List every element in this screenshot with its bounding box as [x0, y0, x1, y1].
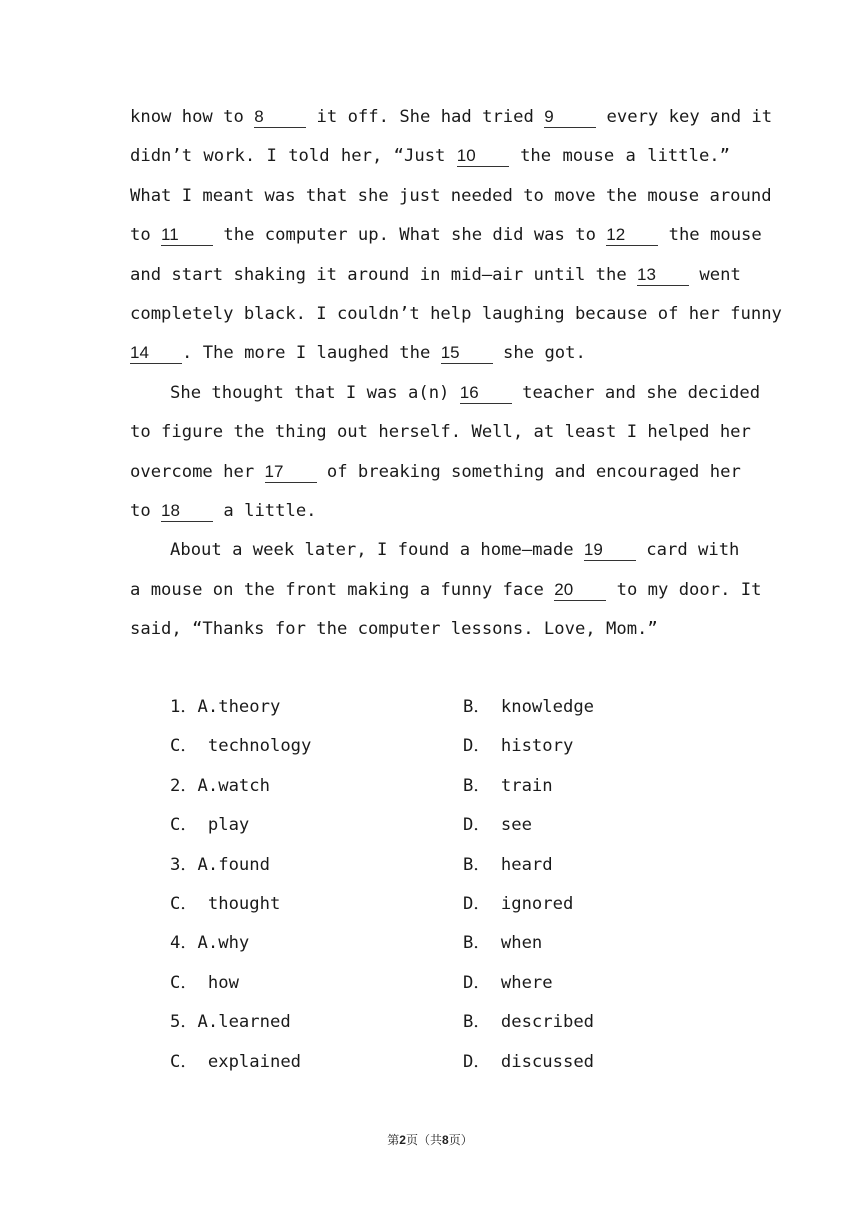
answer-options: [170, 688, 770, 1082]
passage-text: the mouse: [658, 225, 762, 246]
blank-number: 20: [554, 580, 606, 601]
passage-line: [130, 295, 782, 334]
option-row: [170, 1003, 770, 1042]
blank-number: 10: [457, 146, 509, 167]
option-row: [170, 964, 770, 1003]
passage-line: [130, 137, 730, 176]
option-right: B． train: [463, 775, 553, 796]
passage-text: she got.: [492, 343, 586, 364]
passage-text: said, “Thanks for the computer lessons. Love, Mom.”: [130, 619, 658, 640]
passage-line: [130, 492, 730, 531]
option-right: B． when: [463, 933, 543, 954]
option-left: C． how: [170, 972, 239, 993]
option-right: D． see: [463, 815, 532, 836]
option-left: 2．A.watch: [170, 775, 270, 796]
passage-text: it off. She had tried: [306, 107, 545, 127]
passage-text: She thought that I was a(n): [170, 382, 460, 403]
option-left: 3．A.found: [170, 854, 270, 875]
blank-number: 19: [584, 540, 636, 561]
option-right: B． described: [463, 1012, 595, 1033]
option-row: [170, 727, 770, 766]
option-row: [170, 688, 770, 727]
blank-number: 14: [130, 343, 182, 364]
passage-text: the mouse a little.”: [508, 146, 730, 167]
option-left: C． thought: [170, 893, 281, 914]
passage-text: to: [130, 225, 162, 246]
passage-text: . The more I laughed the: [182, 343, 441, 364]
blank-number: 15: [441, 343, 493, 364]
passage-text: overcome her: [130, 461, 265, 482]
footer-total-pages: 8: [442, 1133, 449, 1147]
passage-text: didn’t work. I told her, “Just: [130, 146, 457, 167]
cloze-passage: [130, 98, 782, 649]
option-right: D． ignored: [463, 893, 574, 914]
option-right: D． discussed: [463, 1051, 595, 1072]
blank-number: 9: [544, 107, 596, 128]
passage-line: [130, 531, 740, 570]
passage-line: [130, 98, 773, 137]
blank-number: 17: [265, 462, 317, 483]
passage-text: every key and it: [596, 107, 773, 127]
option-row: [170, 1043, 770, 1082]
passage-line: [130, 216, 762, 255]
blank-number: 18: [161, 501, 213, 522]
option-row: [170, 806, 770, 845]
option-row: [170, 885, 770, 924]
passage-line: [130, 177, 772, 216]
option-right: D． history: [463, 736, 574, 757]
option-left: 5．A.learned: [170, 1012, 291, 1033]
option-right: D． where: [463, 972, 553, 993]
passage-line: [130, 374, 761, 413]
passage-text: to: [130, 500, 162, 521]
option-row: [170, 924, 770, 963]
passage-line: [130, 610, 730, 649]
footer-page-number: 2: [399, 1133, 406, 1147]
passage-text: to my door. It: [606, 579, 762, 600]
option-right: B． knowledge: [463, 697, 595, 717]
option-left: C． technology: [170, 736, 312, 757]
option-left: 1．A.theory: [170, 697, 281, 717]
blank-number: 16: [460, 383, 512, 404]
passage-text: the computer up. What she did was to: [213, 225, 607, 246]
blank-number: 12: [606, 225, 658, 246]
passage-line: [130, 256, 741, 295]
passage-text: card with: [635, 540, 740, 561]
passage-line: [130, 413, 751, 452]
passage-text: About a week later, I found a home—made: [170, 540, 584, 561]
passage-text: to figure the thing out herself. Well, at least I helped her: [130, 422, 751, 443]
passage-line: [130, 571, 762, 610]
blank-number: 8: [254, 107, 306, 128]
passage-text: What I meant was that she just needed to move the mouse around: [130, 185, 772, 206]
footer-middle: 页（共: [405, 1133, 442, 1147]
blank-number: 11: [161, 225, 213, 246]
passage-text: completely black. I couldn’t help laughing because of her funny: [130, 303, 782, 324]
passage-text: a mouse on the front making a funny face: [130, 579, 555, 600]
page-footer: [0, 1131, 860, 1148]
passage-text: and start shaking it around in mid—air until the: [130, 264, 638, 285]
passage-text: teacher and she decided: [511, 382, 761, 403]
footer-suffix: 页）: [448, 1133, 473, 1147]
option-right: B． heard: [463, 854, 553, 875]
passage-text: know how to: [130, 107, 255, 127]
option-left: 4．A.why: [170, 933, 250, 954]
option-row: [170, 846, 770, 885]
passage-text: of breaking something and encouraged her: [316, 461, 741, 482]
passage-line: [130, 453, 741, 492]
footer-prefix: 第: [387, 1133, 400, 1147]
passage-line: [130, 334, 730, 373]
option-left: C． explained: [170, 1051, 302, 1072]
option-left: C． play: [170, 815, 250, 836]
passage-text: a little.: [213, 500, 317, 521]
option-row: [170, 767, 770, 806]
blank-number: 13: [637, 265, 689, 286]
passage-text: went: [689, 264, 741, 285]
